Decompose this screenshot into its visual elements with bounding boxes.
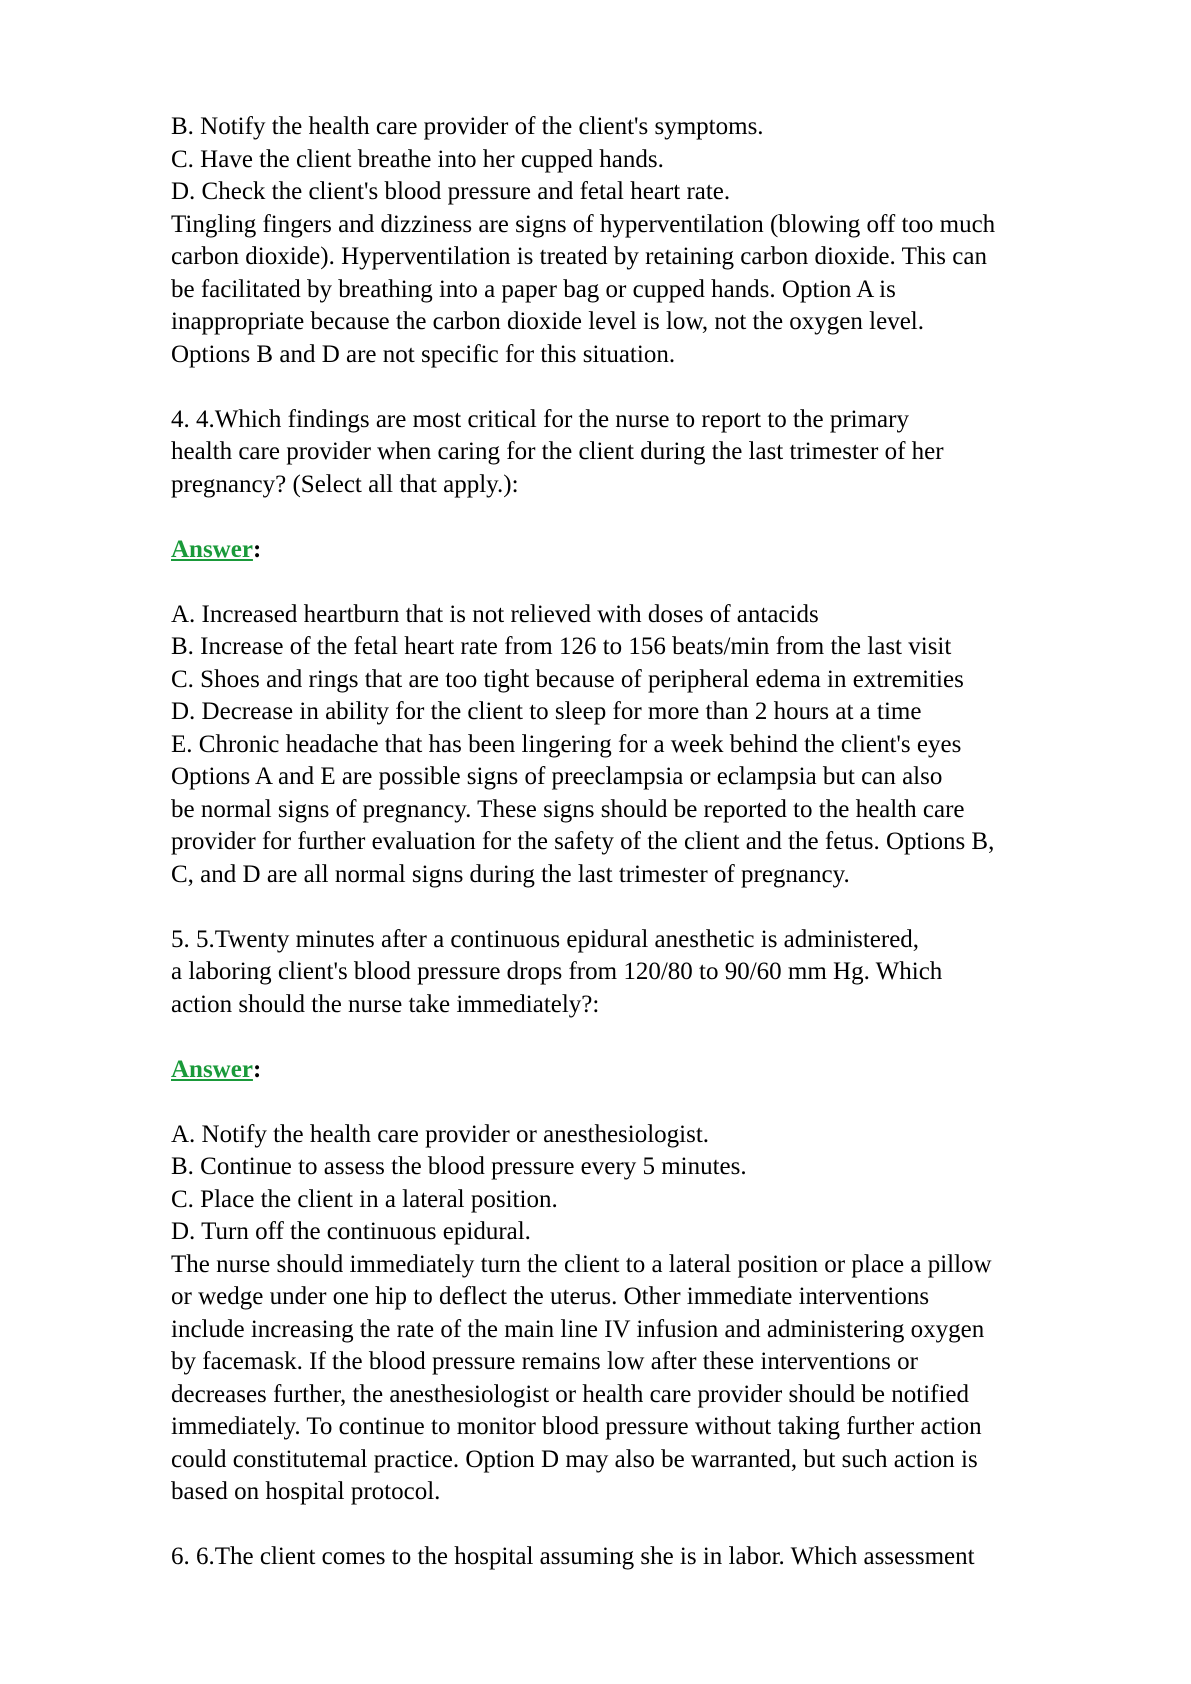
spacer — [171, 891, 1131, 924]
q5-question-line: 5. 5.Twenty minutes after a continuous epidural anesthetic is administered, — [171, 925, 920, 953]
q3-rationale-line: inappropriate because the carbon dioxide level is low, not the oxygen level. — [171, 308, 924, 335]
q4-question-line: pregnancy? (Select all that apply.): — [171, 470, 519, 498]
q5-option-b: B. Continue to assess the blood pressure every 5 minutes. — [171, 1153, 747, 1180]
q5-answer-colon: : — [252, 1055, 262, 1083]
q5-rationale-line: The nurse should immediately turn the client to a lateral position or place a pillow — [171, 1250, 992, 1278]
q3-option-d: D. Check the client's blood pressure and fetal heart rate. — [171, 178, 731, 205]
q4-answer-colon: : — [252, 535, 262, 563]
q5-rationale-line: by facemask. If the blood pressure remains low after these interventions or — [171, 1348, 918, 1375]
q4-rationale-line: Options A and E are possible signs of preeclampsia or eclampsia but can also — [171, 763, 943, 790]
q3-rationale-line: carbon dioxide). Hyperventilation is treated by retaining carbon dioxide. This can — [171, 243, 987, 270]
q4-option-e: E. Chronic headache that has been lingering for a week behind the client's eyes — [171, 730, 962, 758]
question-3-tail — [171, 111, 1131, 371]
spacer — [171, 501, 1131, 534]
q6-question-line: 6. 6.The client comes to the hospital assuming she is in labor. Which assessment — [171, 1543, 975, 1570]
q3-option-c: C. Have the client breathe into her cupped hands. — [171, 145, 664, 173]
q5-rationale-line: based on hospital protocol. — [171, 1478, 441, 1505]
spacer — [171, 1509, 1131, 1542]
q5-rationale-line: immediately. To continue to monitor blood pressure without taking further action — [171, 1413, 982, 1440]
q5-answer-link[interactable]: Answer — [171, 1055, 253, 1083]
q4-rationale-line: C, and D are all normal signs during the last trimester of pregnancy. — [171, 860, 850, 888]
q3-option-b: B. Notify the health care provider of the client's symptoms. — [171, 113, 764, 140]
q4-question-line: 4. 4.Which findings are most critical for the nurse to report to the primary — [171, 405, 909, 433]
question-4 — [171, 404, 1131, 892]
q5-question-line: action should the nurse take immediately?: — [171, 990, 600, 1018]
spacer — [171, 371, 1131, 404]
q5-rationale-line: or wedge under one hip to deflect the uterus. Other immediate interventions — [171, 1283, 930, 1310]
q4-rationale-line: be normal signs of pregnancy. These signs should be reported to the health care — [171, 795, 965, 823]
q4-rationale-line: provider for further evaluation for the safety of the client and the fetus. Options B, — [171, 828, 995, 855]
q4-option-a: A. Increased heartburn that is not relieved with doses of antacids — [171, 600, 819, 628]
q3-rationale-line: be facilitated by breathing into a paper bag or cupped hands. Option A is — [171, 275, 896, 303]
q4-option-d: D. Decrease in ability for the client to sleep for more than 2 hours at a time — [171, 698, 922, 725]
q5-option-d: D. Turn off the continuous epidural. — [171, 1218, 531, 1245]
q5-rationale-line: could constitutemal practice. Option D may also be warranted, but such action is — [171, 1445, 978, 1473]
q4-question-line: health care provider when caring for the client during the last trimester of her — [171, 438, 944, 465]
q5-option-c: C. Place the client in a lateral position. — [171, 1185, 558, 1213]
q4-option-c: C. Shoes and rings that are too tight because of peripheral edema in extremities — [171, 665, 964, 693]
q4-answer-heading — [171, 534, 1131, 567]
q5-option-a: A. Notify the health care provider or anesthesiologist. — [171, 1120, 710, 1148]
q4-answer-link[interactable]: Answer — [171, 535, 253, 563]
q5-rationale-line: include increasing the rate of the main line IV infusion and administering oxygen — [171, 1315, 985, 1343]
q4-option-b: B. Increase of the fetal heart rate from 126 to 156 beats/min from the last visit — [171, 633, 952, 660]
spacer — [171, 566, 1131, 599]
q5-rationale-line: decreases further, the anesthesiologist or health care provider should be notified — [171, 1380, 970, 1408]
question-5 — [171, 924, 1131, 1509]
spacer — [171, 1086, 1131, 1119]
spacer — [171, 1021, 1131, 1054]
question-6 — [171, 1541, 1131, 1574]
q5-answer-heading — [171, 1054, 1131, 1087]
q3-rationale-line: Tingling fingers and dizziness are signs of hyperventilation (blowing off too much — [171, 210, 996, 238]
q5-question-line: a laboring client's blood pressure drops from 120/80 to 90/60 mm Hg. Which — [171, 958, 943, 985]
q3-rationale-line: Options B and D are not specific for this situation. — [171, 340, 676, 368]
